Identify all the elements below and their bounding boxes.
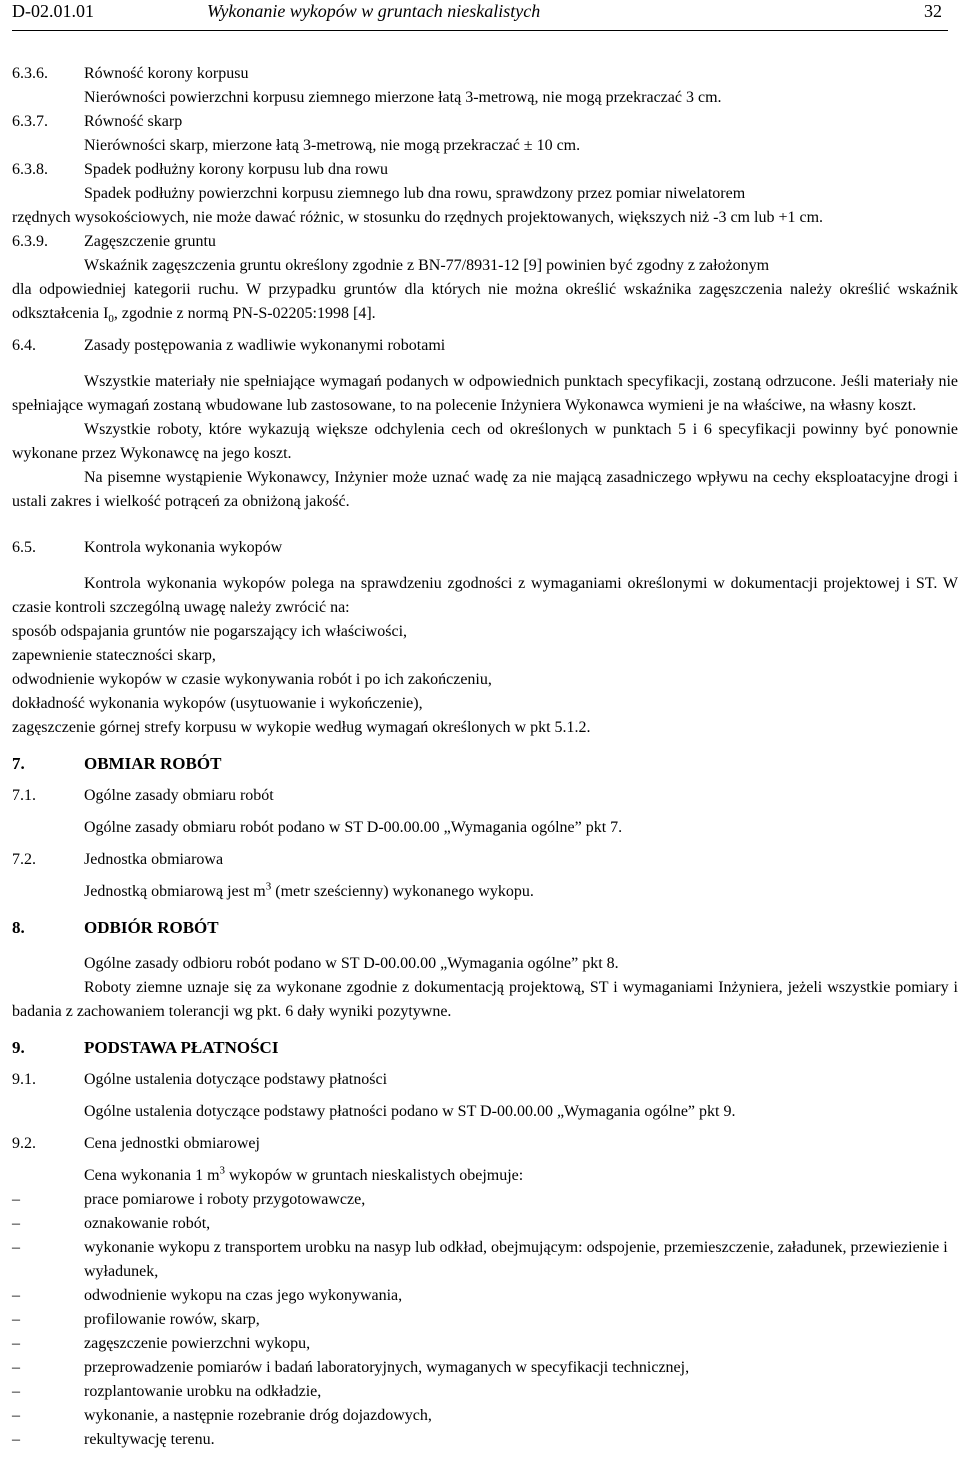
section-6-3-8-heading: 6.3.8. Spadek podłużny korony korpusu lub dna rowu (12, 161, 388, 178)
section-8-paragraph-1: Ogólne zasady odbioru robót podano w ST D-00.00.00 „Wymagania ogólne” pkt 8. (84, 955, 619, 972)
dash-marker: – (12, 1311, 20, 1328)
section-6-3-6-heading: 6.3.6. Równość korony korpusu (12, 65, 249, 82)
spec-code: D-02.01.01 (12, 1, 94, 21)
section-9-1-heading: 9.1. Ogólne ustalenia dotyczące podstawy płatności (12, 1071, 388, 1088)
section-9-1-text: Ogólne ustalenia dotyczące podstawy płatności podano w ST D-00.00.00 „Wymagania ogólne” pkt 9. (84, 1103, 736, 1120)
section-6-3-6-text: Nierówności powierzchni korpusu ziemnego mierzone łatą 3-metrową, nie mogą przekraczać 3 cm. (84, 89, 722, 106)
section-6-4-paragraph-2: Wszystkie roboty, które wykazują większe odchylenia cech od określonych w punktach 5 i 6 specyfikacji powinny być ponownie wykonane przez Wykonawcę na jego koszt. (12, 421, 958, 462)
page-number: 32 (924, 1, 942, 21)
dash-marker: – (12, 1287, 20, 1304)
section-6-5-heading: 6.5. Kontrola wykonania wykopów (12, 539, 283, 556)
price-list-item: – odwodnienie wykopu na czas jego wykonywania, (12, 1284, 958, 1308)
price-list-item: – przeprowadzenie pomiarów i badań laboratoryjnych, wymaganych w specyfikacji technicznej, (12, 1356, 958, 1380)
dash-marker: – (12, 1359, 20, 1376)
control-list-item: zapewnienie stateczności skarp, (12, 647, 216, 664)
section-6-3-7-text: Nierówności skarp, mierzone łatą 3-metrową, nie mogą przekraczać ± 10 cm. (84, 137, 581, 154)
section-6-3-9-heading: 6.3.9. Zagęszczenie gruntu (12, 233, 216, 250)
chapter-8-heading: 8. ODBIÓR ROBÓT (12, 918, 219, 937)
dash-marker: – (12, 1335, 20, 1352)
section-6-5-paragraph: Kontrola wykonania wykopów polega na sprawdzeniu zgodności z wymaganiami określonymi w dokumentacji projektowej i ST. W czasie kontroli szczególną uwagę należy zwrócić na: (12, 575, 958, 616)
price-list-item: – wykonanie, a następnie rozebranie dróg dojazdowych, (12, 1404, 958, 1428)
price-list-item: – rekultywację terenu. (12, 1428, 958, 1452)
section-7-1-heading: 7.1. Ogólne zasady obmiaru robót (12, 787, 274, 804)
price-list-item: – zagęszczenie powierzchni wykopu, (12, 1332, 958, 1356)
section-6-3-8-text-rest: rzędnych wysokościowych, nie może dawać różnic, w stosunku do rzędnych projektowanych, większych niż -3 cm lub +1 cm. (12, 209, 824, 226)
control-list-item: dokładność wykonania wykopów (usytuowanie i wykończenie), (12, 695, 423, 712)
section-6-4-paragraph-3: Na pisemne wystąpienie Wykonawcy, Inżynier może uznać wadę za nie mającą zasadniczego wpływu na cechy eksploatacyjne drogi i ustali zakres i wielkość potrąceń za obniżoną jakość. (12, 469, 958, 510)
control-list-item: sposób odspajania gruntów nie pogarszający ich właściwości, (12, 623, 408, 640)
section-9-2-heading: 9.2. Cena jednostki obmiarowej (12, 1135, 260, 1152)
section-6-3-8-text-start: Spadek podłużny powierzchni korpusu ziemnego lub dna rowu, sprawdzony przez pomiar niwelatorem (84, 185, 746, 202)
price-list-item: – profilowanie rowów, skarp, (12, 1308, 958, 1332)
section-9-2-intro: Cena wykonania 1 $m^3$ wykopów w gruntach nieskalistych obejmuje: (84, 1164, 524, 1184)
section-6-3-9-text-rest: dla odpowiedniej kategorii ruchu. W przypadku gruntów dla których nie można określić wskaźnika zagęszczenia należy określić wskaźnik odkształcenia $I_0$, zgodnie z normą PN-S-02205:1998 [4]. (12, 281, 958, 326)
section-6-4-paragraph-1: Wszystkie materiały nie spełniające wymagań podanych w odpowiednich punktach specyfikacji, zostaną odrzucone. Jeśli materiały nie spełniające wymagań zostaną wbudowane lub zastosowane, to na polecenie Inżyniera Wykonawca wymieni je na właściwe, na własny koszt. (12, 373, 958, 414)
price-list-item: – prace pomiarowe i roboty przygotowawcze, (12, 1188, 958, 1212)
dash-marker: – (12, 1407, 20, 1424)
dash-marker: – (12, 1383, 20, 1400)
section-7-2-text: Jednostką obmiarową jest $m^3$ (metr sześcienny) wykonanego wykopu. (84, 880, 534, 900)
dash-marker: – (12, 1431, 20, 1448)
section-6-3-7-heading: 6.3.7. Równość skarp (12, 113, 183, 130)
page-header (12, 0, 948, 31)
section-6-3-9-text-start: Wskaźnik zagęszczenia gruntu określony zgodnie z BN-77/8931-12 [9] powinien być zgodny z założonym (84, 257, 770, 274)
section-7-1-text: Ogólne zasady obmiaru robót podano w ST D-00.00.00 „Wymagania ogólne” pkt 7. (84, 819, 623, 836)
dash-marker: – (12, 1191, 20, 1208)
section-6-4-heading: 6.4. Zasady postępowania z wadliwie wykonanymi robotami (12, 337, 446, 354)
section-8-paragraph-2: Roboty ziemne uznaje się za wykonane zgodnie z dokumentacją projektową, ST i wymaganiami Inżyniera, jeżeli wszystkie pomiary i badania z zachowaniem tolerancji wg pkt. 6 dały wyniki pozytywne. (12, 979, 958, 1020)
dash-marker: – (12, 1239, 20, 1256)
control-list-item: zagęszczenie górnej strefy korpusu w wykopie według wymagań określonych w pkt 5.1.2. (12, 719, 591, 736)
price-list-item: – oznakowanie robót, (12, 1212, 958, 1236)
dash-marker: – (12, 1215, 20, 1232)
header-title: Wykonanie wykopów w gruntach nieskalistych (207, 1, 541, 21)
chapter-7-heading: 7. OBMIAR ROBÓT (12, 754, 222, 773)
chapter-9-heading: 9. PODSTAWA PŁATNOŚCI (12, 1038, 279, 1057)
price-list-item: – wykonanie wykopu z transportem urobku na nasyp lub odkład, obejmującym: odspojenie, przemieszczenie, załadunek, przewiezienie i wyładunek, (12, 1236, 958, 1284)
section-7-2-heading: 7.2. Jednostka obmiarowa (12, 851, 224, 868)
document-body (12, 62, 958, 1452)
price-list-item: – rozplantowanie urobku na odkładzie, (12, 1380, 958, 1404)
control-list-item: odwodnienie wykopów w czasie wykonywania robót i po ich zakończeniu, (12, 671, 492, 688)
